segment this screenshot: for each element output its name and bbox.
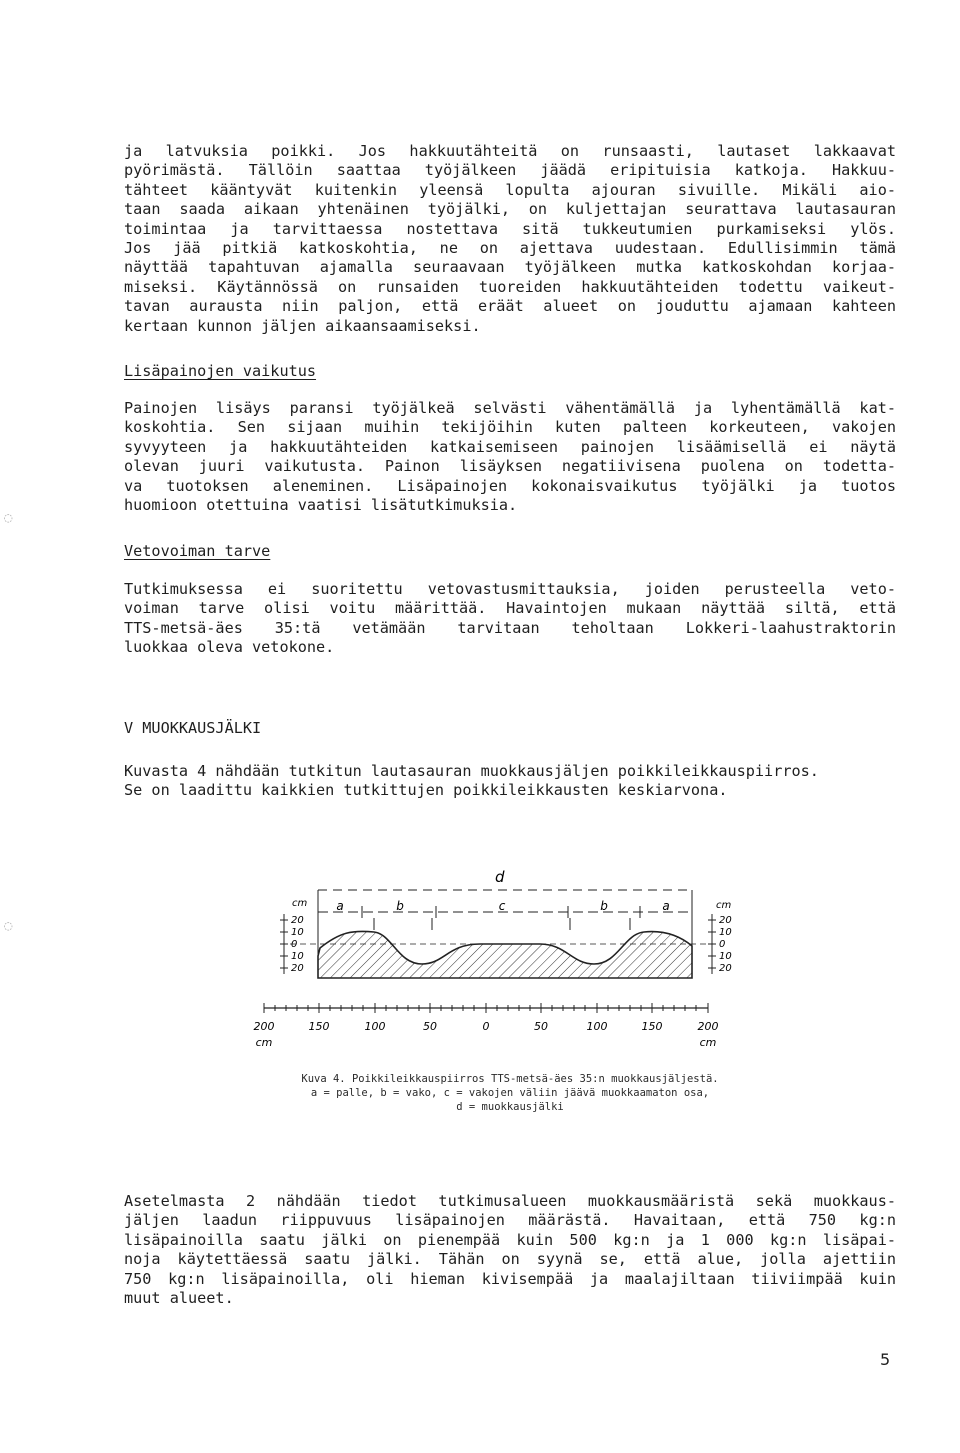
bottom-scale-unit: cm [699,1036,717,1049]
text-line: voiman tarve olisi voitu määrittää. Havaintojen mukaan näyttää siltä, että [124,599,896,618]
label-b: b [396,899,404,913]
paragraph-asetelmasta [124,1192,896,1308]
right-scale-label: 0 [719,939,726,950]
label-d: d [495,868,505,886]
bottom-scale-label: 150 [641,1020,663,1033]
label-b: b [600,899,608,913]
paragraph-lisapainot [124,399,896,515]
text-line: syvyyteen ja hakkuutähteiden katkaisemiseen painojen lisäämisellä ei näytä [124,437,896,456]
left-scale-label: 20 [291,915,304,926]
caption-line: a = palle, b = vako, c = vakojen väliin jäävä muokkaamaton osa, [310,1087,710,1099]
text-line: jäljen laadun riippuvuus lisäpainojen määrästä. Havaitaan, että 750 kg:n [124,1211,896,1230]
text-line: Kuvasta 4 nähdään tutkitun lautasauran muokkausjäljen poikkileikkauspiirros. [124,762,819,780]
right-scale-label: 20 [719,915,732,926]
text-line: huomioon otettuina vaatisi lisätutkimuksia. [124,496,518,515]
text-line: tavan aurausta niin paljon, että eräät alueet on jouduttu ajamaan kahteen [124,297,896,316]
bottom-scale-unit: cm [255,1036,273,1049]
section-heading-vetovoima: Vetovoiman tarve [124,542,271,560]
text-line: toimintaa ja tarvittaessa nostettava sitä tukkeutumien purkamiseksi ylös. [124,219,896,238]
section-heading-lisapainot: Lisäpainojen vaikutus [124,362,317,380]
text-line: Jos jää pitkiä katkoskohtia, ne on ajettava uudestaan. Edullisimmin tämä [124,239,896,258]
text-line: muut alueet. [124,1289,234,1308]
left-scale-label: 20 [291,963,304,974]
chapter-heading-muokkausjalki: V MUOKKAUSJÄLKI [124,719,262,737]
caption-line: Kuva 4. Poikkileikkauspiirros TTS-metsä-äes 35:n muokkausjäljestä. [301,1073,719,1085]
left-scale-unit: cm [292,898,308,909]
bottom-scale-label: 100 [364,1020,386,1033]
paragraph-vetovoima [124,580,896,658]
bottom-scale-label: 100 [586,1020,608,1033]
text-line: koskohtia. Sen sijaan muihin tekijöihin kuten palteen korkeuteen, vakojen [124,418,896,437]
binding-hole-mark: ◌ [4,918,13,934]
right-scale-label: 10 [719,951,732,962]
bottom-scale-label: 200 [697,1020,719,1033]
paragraph-kuvasta [124,762,896,801]
text-line: Tutkimuksessa ei suoritettu vetovastusmittauksia, joiden perusteella veto- [124,580,896,598]
text-line: miseksi. Käytännössä on runsaiden tuoreiden hakkuutähteiden todettu vaikeut- [124,277,896,296]
text-line: lisäpainoilla saatu jälki on pienempää kuin 500 kg:n ja 1 000 kg:n lisäpai- [124,1230,896,1249]
text-line: kertaan kunnon jäljen aikaansaamiseksi. [124,316,481,335]
bottom-scale-label: 0 [482,1020,490,1033]
left-scale-label: 0 [291,939,298,950]
text-line: pyörimästä. Tällöin saattaa työjälkeen jäädä eripituisia katkoja. Hakkuu- [124,161,896,180]
right-scale-label: 20 [719,963,732,974]
bottom-scale-label: 150 [308,1020,330,1033]
text-line: ja latvuksia poikki. Jos hakkuutähteitä on runsaasti, lautaset lakkaavat [124,142,896,160]
text-line: olevan juuri vaikutusta. Painon lisäyksen negatiivisena puolena on todetta- [124,457,896,476]
page-number: 5 [880,1350,891,1369]
bottom-scale-label: 50 [534,1020,548,1033]
left-scale-label: 10 [291,951,304,962]
text-line: 750 kg:n lisäpainoilla, oli hieman kivisempää ja maalajiltaan tiiviimpää kuin [124,1269,896,1288]
left-scale-label: 10 [291,927,304,938]
soil-profile [318,931,692,978]
text-line: Asetelmasta 2 nähdään tiedot tutkimusalueen muokkausmääristä sekä muokkaus- [124,1192,896,1210]
right-scale-label: 10 [719,927,732,938]
binding-hole-mark: ◌ [4,510,13,526]
text-line: Se on laadittu kaikkien tutkittujen poikkileikkausten keskiarvona. [124,781,728,800]
bottom-scale-label: 200 [253,1020,275,1033]
label-a: a [662,899,670,913]
label-a: a [336,899,344,913]
text-line: näyttää tapahtuvan ajamalla seuraavaan työjälkeen mutka katkoskohdan korjaa- [124,258,896,277]
label-c: c [498,899,506,913]
right-scale-unit: cm [716,900,732,911]
bottom-scale-label: 50 [423,1020,437,1033]
text-line: va tuotoksen aleneminen. Lisäpainojen kokonaisvaikutus työjälki ja tuotos [124,476,896,495]
text-line: tähteet kääntyvät kuitenkin yleensä lopulta ajouran sivuille. Mikäli aio- [124,180,896,199]
paragraph-hakkuutahteet [124,142,896,336]
figure-caption [200,1072,820,1114]
text-line: taan saada aikaan yhtenäinen työjälki, on kuljettajan seurattava lautasauran [124,200,896,219]
text-line: Painojen lisäys paransi työjälkeä selvästi vähentämällä ja lyhentämällä kat- [124,399,896,417]
cross-section-figure [240,860,760,1060]
caption-line: d = muokkausjälki [456,1101,564,1113]
text-line: noja käytettäessä saatu jälki. Tähän on syynä se, että alue, jolla ajettiin [124,1250,896,1269]
text-line: TTS-metsä-äes 35:tä vetämään tarvitaan teholtaan Lokkeri-laahustraktorin [124,618,896,637]
text-line: luokkaa oleva vetokone. [124,638,335,657]
